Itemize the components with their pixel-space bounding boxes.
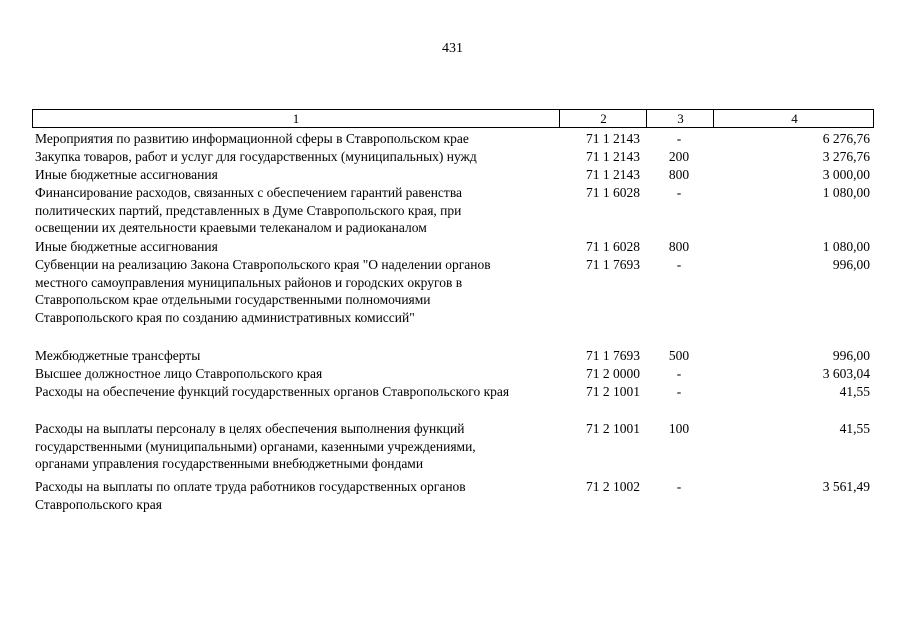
row-name: Межбюджетные трансферты xyxy=(35,348,201,363)
row-type: - xyxy=(676,479,682,494)
row-code: 71 2 1001 xyxy=(586,384,640,399)
row-amount: 996,00 xyxy=(832,348,870,363)
row-type: 800 xyxy=(668,239,690,254)
row-amount: 41,55 xyxy=(839,421,870,436)
row-name: Иные бюджетные ассигнования xyxy=(35,167,218,182)
table-header-row xyxy=(32,109,874,128)
row-type: - xyxy=(676,257,682,272)
row-code: 71 1 6028 xyxy=(586,185,640,200)
row-code: 71 2 1002 xyxy=(586,479,640,494)
row-amount: 41,55 xyxy=(839,384,870,399)
row-amount: 3 561,49 xyxy=(822,479,870,494)
row-name: Расходы на выплаты персоналу в целях обеспечения выполнения функций государственными (муниципальными) органами, казенными учреждениями, органами управления государственными внебюджетными фондами xyxy=(35,421,476,471)
row-type: - xyxy=(676,131,682,146)
row-name: Высшее должностное лицо Ставропольского края xyxy=(35,366,323,381)
header-col-4: 4 xyxy=(713,110,875,127)
header-col-1: 1 xyxy=(292,111,300,126)
header-col-3: 3 xyxy=(646,110,714,127)
row-code: 71 1 7693 xyxy=(586,348,640,363)
row-amount: 1 080,00 xyxy=(822,185,870,200)
row-name: Субвенции на реализацию Закона Ставропольского края "О наделении органов местного самоуправления муниципальных районов и городских округов в Ставропольском крае отдельными государственными полномочиями Ставропольского края по созданию административных комиссий" xyxy=(35,257,491,325)
row-amount: 3 000,00 xyxy=(822,167,870,182)
page-number: 431 xyxy=(442,41,463,56)
row-code: 71 2 0000 xyxy=(586,366,640,381)
header-col-2: 2 xyxy=(559,110,647,127)
row-code: 71 1 6028 xyxy=(586,239,640,254)
row-name: Расходы на выплаты по оплате труда работников государственных органов Ставропольского края xyxy=(35,479,466,512)
row-type: 500 xyxy=(668,348,690,363)
row-code: 71 1 2143 xyxy=(586,131,640,146)
row-code: 71 1 7693 xyxy=(586,257,640,272)
row-name: Расходы на обеспечение функций государственных органов Ставропольского края xyxy=(35,384,510,399)
row-type: - xyxy=(676,185,682,200)
row-type: - xyxy=(676,384,682,399)
row-type: 100 xyxy=(668,421,690,436)
row-name: Мероприятия по развитию информационной сферы в Ставропольском крае xyxy=(35,131,469,146)
row-amount: 3 603,04 xyxy=(822,366,870,381)
budget-table xyxy=(32,109,874,512)
row-amount: 6 276,76 xyxy=(822,131,870,146)
row-name: Закупка товаров, работ и услуг для государственных (муниципальных) нужд xyxy=(35,149,477,164)
row-name: Иные бюджетные ассигнования xyxy=(35,239,218,254)
row-code: 71 1 2143 xyxy=(586,167,640,182)
row-type: 200 xyxy=(668,149,690,164)
row-type: - xyxy=(676,366,682,381)
row-amount: 3 276,76 xyxy=(822,149,870,164)
row-type: 800 xyxy=(668,167,690,182)
row-code: 71 2 1001 xyxy=(586,421,640,436)
row-amount: 1 080,00 xyxy=(822,239,870,254)
row-code: 71 1 2143 xyxy=(586,149,640,164)
row-name: Финансирование расходов, связанных с обеспечением гарантий равенства политических партий, представленных в Думе Ставропольского края, при освещении их деятельности краевыми телеканалом и радиоканалом xyxy=(35,185,463,235)
row-amount: 996,00 xyxy=(832,257,870,272)
